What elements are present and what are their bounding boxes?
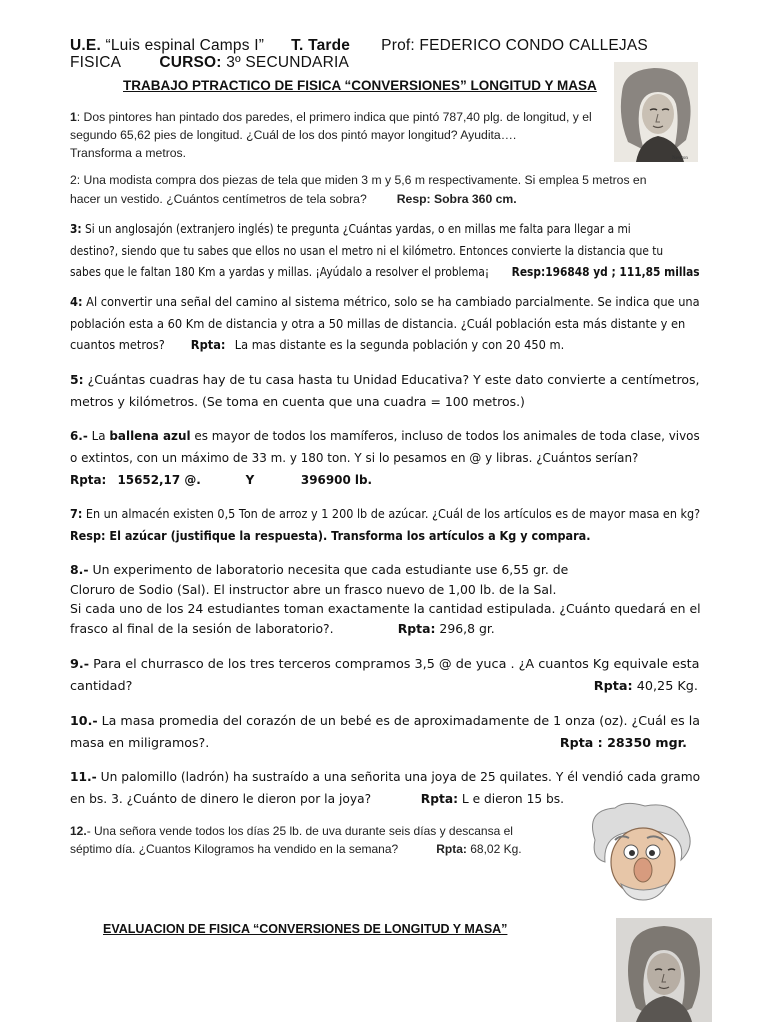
problem-6-answer-label: Rpta:	[70, 473, 107, 488]
problem-8-number: 8.-	[70, 563, 89, 578]
problem-8-answer-label: Rpta:	[397, 621, 436, 637]
problem-1-line-2: segundo 65,62 pies de longitud. ¿Cuál de los dos pintó mayor longitud? Ayudita….	[70, 128, 517, 142]
einstein-caricature-image	[585, 800, 695, 910]
problem-3-answer: Resp:196848 yd ; 111,85 millas	[511, 265, 700, 279]
problem-8-line-2: Cloruro de Sodio (Sal). El instructor abre un frasco nuevo de 1,00 lb. de la Sal.	[70, 582, 557, 598]
problem-6-answer-2: 396900 lb.	[300, 473, 373, 488]
problem-8-line-3: Si cada uno de los 24 estudiantes toman exactamente la cantidad estipulada. ¿Cuánto quedará en el	[70, 602, 701, 617]
problem-12	[70, 822, 522, 858]
problem-11-number: 11.-	[70, 770, 97, 785]
problem-9	[70, 654, 699, 698]
problem-2-answer: Resp: Sobra 360 cm.	[396, 192, 517, 206]
problem-6-line-2: o extintos, con un máximo de 33 m. y 180 ton. Y si lo pesamos en @ y libras. ¿Cuántos serían?	[70, 451, 639, 466]
problem-10-answer: Rpta : 28350 mgr.	[559, 736, 687, 751]
problem-6	[70, 426, 700, 492]
problem-3-line-1: Si un anglosajón (extranjero inglés) te pregunta ¿Cuántas yardas, o en millas me falta para llegar a mi	[85, 222, 631, 236]
newton-portrait-image	[614, 62, 698, 162]
problem-3-line-2: destino?, siendo que tu sabes que ellos no usan el metro ni el kilómetro. Entonces convierte la distancia que tu	[70, 243, 664, 258]
problem-4-line-1: Al convertir una señal del camino al sistema métrico, solo se ha cambiado parcialmente. Se indica que una	[86, 295, 700, 309]
problem-6-answer-1: 15652,17 @.	[117, 473, 201, 488]
problem-6-separator: Y	[245, 473, 255, 488]
problem-7-line-1: En un almacén existen 0,5 Ton de arroz y 1 200 lb de azúcar. ¿Cuál de los artículos es de mayor masa en kg?	[85, 507, 701, 521]
problem-4-line-2: población esta a 60 Km de distancia y otra a 50 millas de distancia. ¿Cuál población esta más distante y en	[70, 316, 686, 331]
problem-7-number: 7:	[70, 507, 83, 521]
problem-6-number: 6.-	[70, 429, 88, 444]
problem-5-line-1: ¿Cuántas cuadras hay de tu casa hasta tu Unidad Educativa? Y este dato convierte a centímetros,	[87, 373, 700, 388]
header-line-2	[70, 54, 349, 72]
problem-11-answer: L e dieron 15 bs.	[461, 792, 565, 807]
problem-4	[70, 292, 700, 357]
problem-6-pre: La	[91, 429, 106, 444]
problem-6-line-1: es mayor de todos los mamíferos, incluso de todos los animales de toda clase, vivos	[194, 429, 700, 444]
problem-1-line-3: Transforma a metros.	[70, 146, 187, 160]
prof-name: FEDERICO CONDO CALLEJAS	[419, 37, 648, 54]
problem-4-answer: La mas distante es la segunda población y con 20 450 m.	[234, 338, 565, 352]
problem-1-number: 1	[70, 110, 77, 124]
newton-portrait-bottom-image	[616, 918, 712, 1022]
problem-11-answer-label: Rpta:	[420, 792, 458, 807]
problem-8-answer: 296,8 gr.	[439, 621, 495, 637]
problem-12-answer: 68,02 Kg.	[470, 842, 522, 856]
problem-10-line-2: masa en miligramos?.	[70, 736, 210, 751]
problem-6-highlight: ballena azul	[109, 429, 191, 444]
problem-8-line-4: frasco al final de la sesión de laboratorio?.	[70, 621, 334, 637]
school-name: “Luis espinal Camps I”	[105, 37, 265, 54]
problem-1-line-1: : Dos pintores han pintado dos paredes, el primero indica que pintó 787,40 plg. de longitud, y el	[76, 110, 592, 124]
problem-10	[70, 711, 700, 755]
curso: 3º SECUNDARIA	[226, 54, 350, 71]
header-line-1	[70, 37, 648, 55]
ue-label: U.E.	[70, 37, 101, 54]
problem-10-number: 10.-	[70, 714, 98, 729]
problem-12-number: 12.	[70, 824, 87, 838]
page-title: TRABAJO PTRACTICO DE FISICA “CONVERSIONES” LONGITUD Y MASA	[123, 78, 597, 93]
problem-9-answer-label: Rpta:	[593, 679, 633, 694]
problem-8-line-1: Un experimento de laboratorio necesita que cada estudiante use 6,55 gr. de	[92, 563, 569, 578]
problem-9-number: 9.-	[70, 657, 90, 672]
problem-3-line-3: sabes que le faltan 180 Km a yardas y millas. ¡Ayúdalo a resolver el problema¡	[70, 265, 490, 279]
problem-9-line-1: Para el churrasco de los tres terceros compramos 3,5 @ de yuca . ¿A cuantos Kg equivale esta	[93, 657, 700, 672]
problem-9-answer: 40,25 Kg.	[636, 679, 698, 694]
problem-4-number: 4:	[70, 295, 83, 309]
subject: FISICA	[70, 54, 121, 71]
problem-9-line-2: cantidad?	[70, 679, 133, 694]
problem-5	[70, 370, 699, 414]
problem-12-answer-label: Rpta:	[436, 842, 467, 856]
problem-4-answer-label: Rpta:	[190, 338, 226, 352]
newton-caption: Newton	[672, 156, 688, 161]
problem-5-number: 5:	[70, 373, 84, 388]
problem-7	[70, 504, 700, 547]
prof-label: Prof:	[381, 37, 415, 54]
problem-12-line-2: séptimo día. ¿Cuantos Kilogramos ha vendido en la semana?	[70, 842, 399, 856]
evaluation-title: EVALUACION DE FISICA “CONVERSIONES DE LONGITUD Y MASA”	[103, 922, 508, 936]
problem-2-line-1: 2: Una modista compra dos piezas de tela que miden 3 m y 5,6 m respectivamente. Si emplea 5 metros en	[70, 173, 647, 187]
problem-4-line-3: cuantos metros?	[70, 338, 165, 352]
problem-3-number: 3:	[70, 222, 82, 236]
problem-8	[70, 561, 701, 639]
problem-2	[70, 171, 646, 209]
problem-2-line-2: hacer un vestido. ¿Cuántos centímetros de tela sobra?	[70, 192, 367, 206]
shift: T. Tarde	[291, 37, 351, 54]
problem-3	[70, 219, 700, 284]
problem-12-line-1: - Una señora vende todos los días 25 lb. de uva durante seis días y descansa el	[86, 824, 513, 838]
problem-5-line-2: metros y kilómetros. (Se toma en cuenta que una cuadra = 100 metros.)	[70, 395, 525, 410]
problem-11-line-1: Un palomillo (ladrón) ha sustraído a una señorita una joya de 25 quilates. Y él vendió cada gramo	[100, 770, 701, 785]
problem-1	[70, 108, 592, 163]
problem-7-line-2: Resp: El azúcar (justifique la respuesta). Transforma los artículos a Kg y compara.	[70, 528, 591, 543]
curso-label: CURSO:	[159, 54, 222, 71]
problem-10-line-1: La masa promedia del corazón de un bebé es de aproximadamente de 1 onza (oz). ¿Cuál es la	[101, 714, 700, 729]
problem-11-line-2: en bs. 3. ¿Cuánto de dinero le dieron por la joya?	[70, 792, 372, 807]
